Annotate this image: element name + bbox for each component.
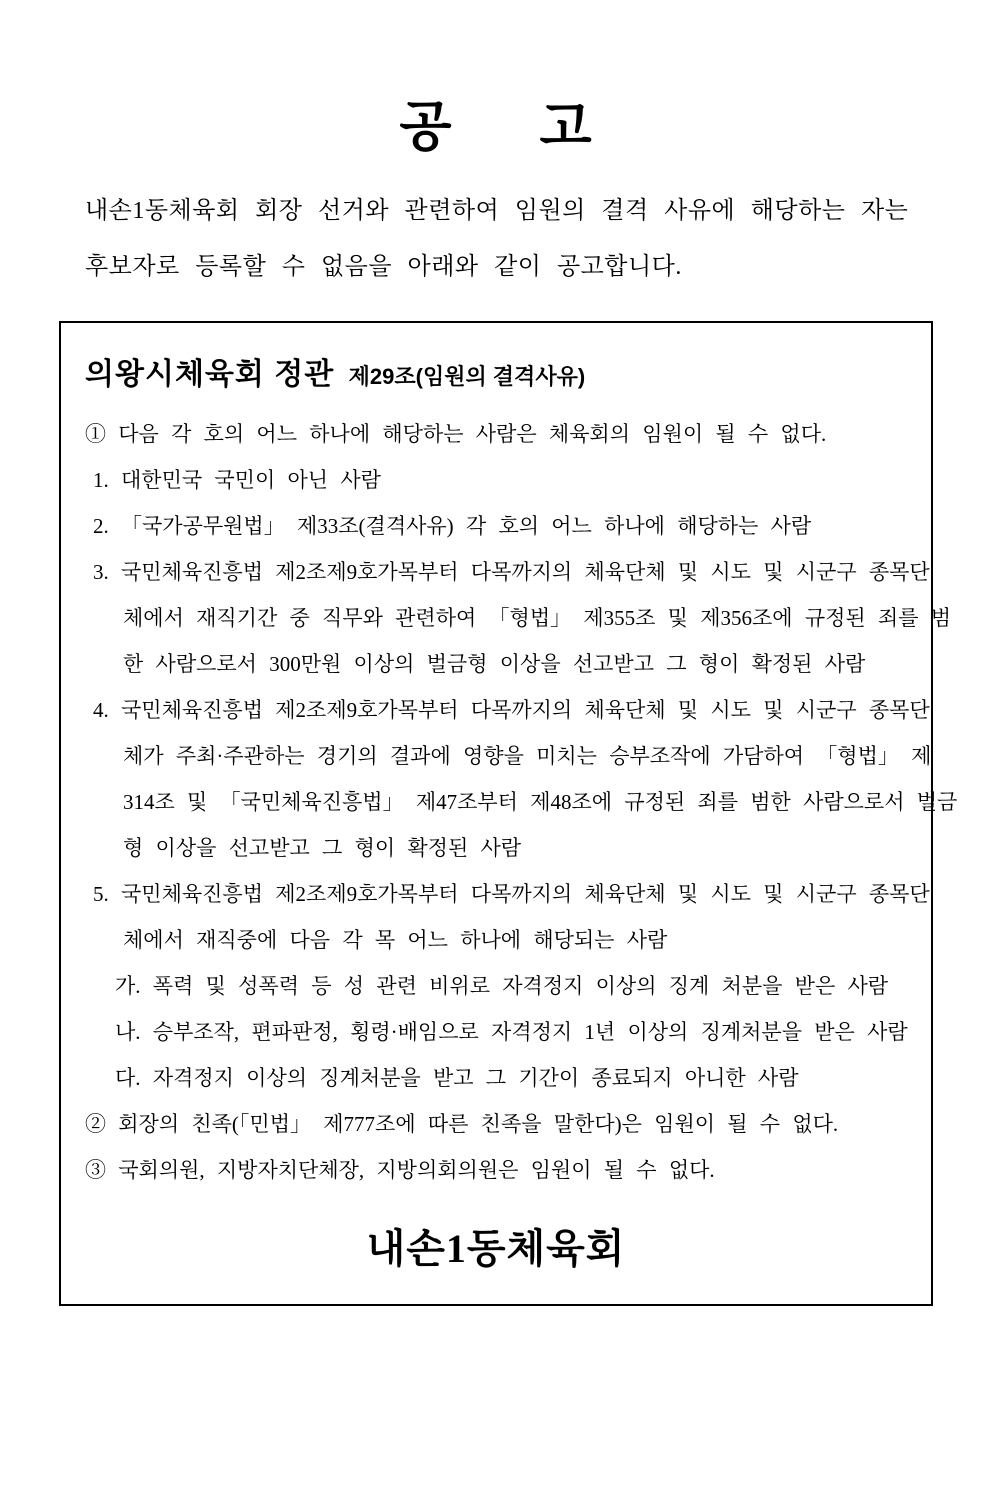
notice-box-heading-main: 의왕시체육회 정관 xyxy=(85,358,335,392)
notice-line: 나. 승부조작, 편파판정, 횡령·배임으로 자격정지 1년 이상의 징계처분을 받은 사람 xyxy=(115,1020,908,1045)
notice-box xyxy=(59,321,958,1306)
notice-line: ① 다음 각 호의 어느 하나에 해당하는 사람은 체육회의 임원이 될 수 없다. xyxy=(85,422,827,447)
notice-line: 다. 자격정지 이상의 징계처분을 받고 그 기간이 종료되지 아니한 사람 xyxy=(115,1066,799,1091)
notice-line: 5. 국민체육진흥법 제2조제9호가목부터 다목까지의 체육단체 및 시도 및 시군구 종목단 xyxy=(93,882,930,907)
notice-line: 3. 국민체육진흥법 제2조제9호가목부터 다목까지의 체육단체 및 시도 및 시군구 종목단 xyxy=(93,560,930,585)
issuer-name: 내손1동체육회 xyxy=(366,1226,626,1272)
notice-box-heading-sub: 제29조(임원의 결격사유) xyxy=(348,364,586,390)
intro-line: 후보자로 등록할 수 없음을 아래와 같이 공고합니다. xyxy=(85,254,682,281)
notice-line: ③ 국회의원, 지방자치단체장, 지방의회의원은 임원이 될 수 없다. xyxy=(85,1158,715,1183)
notice-body xyxy=(85,411,958,1193)
notice-line: ② 회장의 친족(「민법」 제777조에 따른 친족을 말한다)은 임원이 될 수 없다. xyxy=(85,1112,839,1137)
notice-line: 형 이상을 선고받고 그 형이 확정된 사람 xyxy=(123,836,522,861)
notice-line: 한 사람으로서 300만원 이상의 벌금형 이상을 선고받고 그 형이 확정된 사람 xyxy=(123,652,866,677)
notice-line: 4. 국민체육진흥법 제2조제9호가목부터 다목까지의 체육단체 및 시도 및 시군구 종목단 xyxy=(93,698,930,723)
notice-line: 체에서 재직중에 다음 각 목 어느 하나에 해당되는 사람 xyxy=(123,928,668,953)
notice-line: 가. 폭력 및 성폭력 등 성 관련 비위로 자격정지 이상의 징계 처분을 받은 사람 xyxy=(115,974,889,999)
notice-line: 314조 및 「국민체육진흥법」 제47조부터 제48조에 규정된 죄를 범한 사람으로서 벌금 xyxy=(123,790,958,815)
notice-line: 체가 주최·주관하는 경기의 결과에 영향을 미치는 승부조작에 가담하여 「형법」 제 xyxy=(123,744,932,769)
notice-box-heading xyxy=(85,349,907,393)
intro-line: 내손1동체육회 회장 선거와 관련하여 임원의 결격 사유에 해당하는 자는 xyxy=(85,198,909,225)
notice-line: 2. 「국가공무원법」 제33조(결격사유) 각 호의 어느 하나에 해당하는 사람 xyxy=(93,514,812,539)
notice-line: 체에서 재직기간 중 직무와 관련하여 「형법」 제355조 및 제356조에 규정된 죄를 범 xyxy=(123,606,952,631)
intro-paragraph xyxy=(85,183,924,295)
page-title: 공 고 xyxy=(399,97,593,157)
notice-line: 1. 대한민국 국민이 아닌 사람 xyxy=(93,468,381,493)
